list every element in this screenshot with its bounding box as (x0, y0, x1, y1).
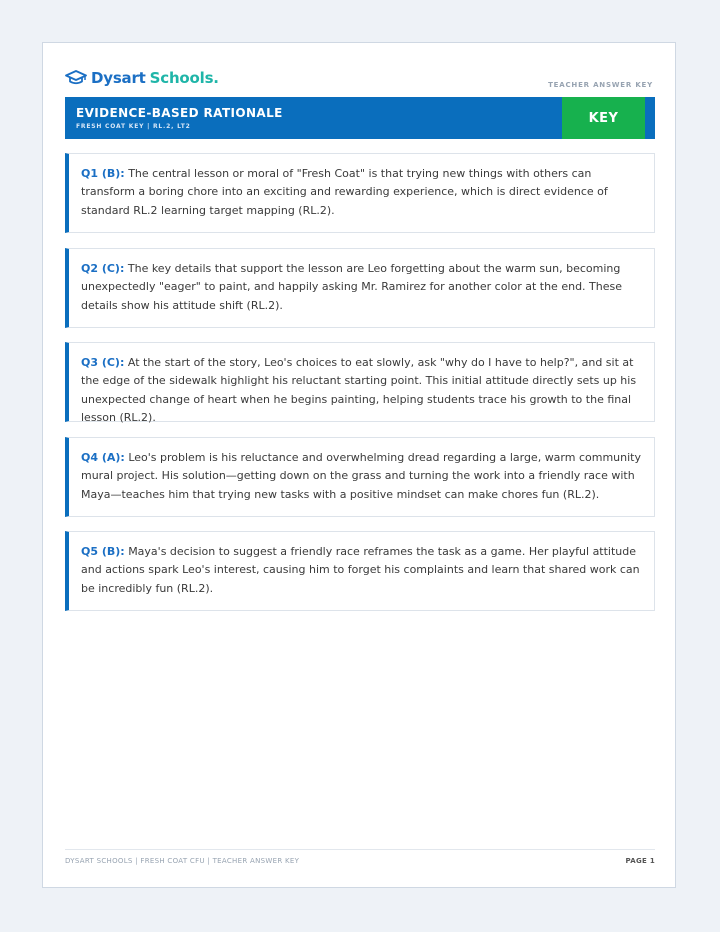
answer-key-page (42, 42, 676, 888)
question-label: Q3 (C): (81, 356, 125, 369)
rationale-text (81, 260, 642, 315)
page-header (65, 69, 653, 93)
brand-name-primary: Dysart (91, 69, 146, 87)
key-badge: KEY (562, 97, 645, 139)
rationale-text (81, 165, 642, 220)
rationale-body: Leo's problem is his reluctance and overwhelming dread regarding a large, warm community mural project. His solution—getting down on the grass and turning the work into a friendly race with Maya—teaches him that trying new tasks with a positive mindset can make chores fun (RL.2). (81, 451, 641, 501)
graduation-cap-icon (65, 70, 87, 86)
page-number: PAGE 1 (625, 857, 655, 865)
brand-name-secondary: Schools. (149, 69, 219, 87)
rationale-card (65, 248, 655, 328)
rationale-text (81, 543, 642, 598)
rationale-body: The key details that support the lesson are Leo forgetting about the warm sun, becoming unexpectedly "eager" to paint, and happily asking Mr. Ramirez for another color at the end. These details show his attitude shift (RL.2). (81, 262, 622, 312)
rationale-card (65, 531, 655, 611)
question-label: Q4 (A): (81, 451, 125, 464)
question-label: Q5 (B): (81, 545, 125, 558)
rationale-card (65, 437, 655, 517)
footer-document-info: DYSART SCHOOLS | FRESH COAT CFU | TEACHER ANSWER KEY (65, 857, 300, 865)
banner-subtitle: FRESH COAT KEY | RL.2, LT2 (76, 123, 191, 130)
rationale-card (65, 342, 655, 422)
section-banner (65, 97, 655, 139)
rationale-text (81, 449, 642, 504)
page-footer (65, 849, 655, 865)
question-label: Q2 (C): (81, 262, 125, 275)
rationale-text (81, 354, 642, 427)
document-label: TEACHER ANSWER KEY (548, 81, 653, 89)
rationale-card (65, 153, 655, 233)
rationale-body: Maya's decision to suggest a friendly race reframes the task as a game. Her playful attitude and actions spark Leo's interest, causing him to forget his complaints and learn that shared work can be incredibly fun (RL.2). (81, 545, 640, 595)
rationale-body: At the start of the story, Leo's choices to eat slowly, ask "why do I have to help?", and sit at the edge of the sidewalk highlight his reluctant starting point. This initial attitude directly sets up his unexpected change of heart when he begins painting, helping students trace his growth to the final lesson (RL.2). (81, 356, 637, 424)
banner-title: EVIDENCE-BASED RATIONALE (76, 106, 283, 120)
question-label: Q1 (B): (81, 167, 125, 180)
brand-logo (65, 69, 219, 87)
rationale-body: The central lesson or moral of "Fresh Coat" is that trying new things with others can transform a boring chore into an exciting and rewarding experience, which is direct evidence of standard RL.2 learning target mapping (RL.2). (81, 167, 608, 217)
